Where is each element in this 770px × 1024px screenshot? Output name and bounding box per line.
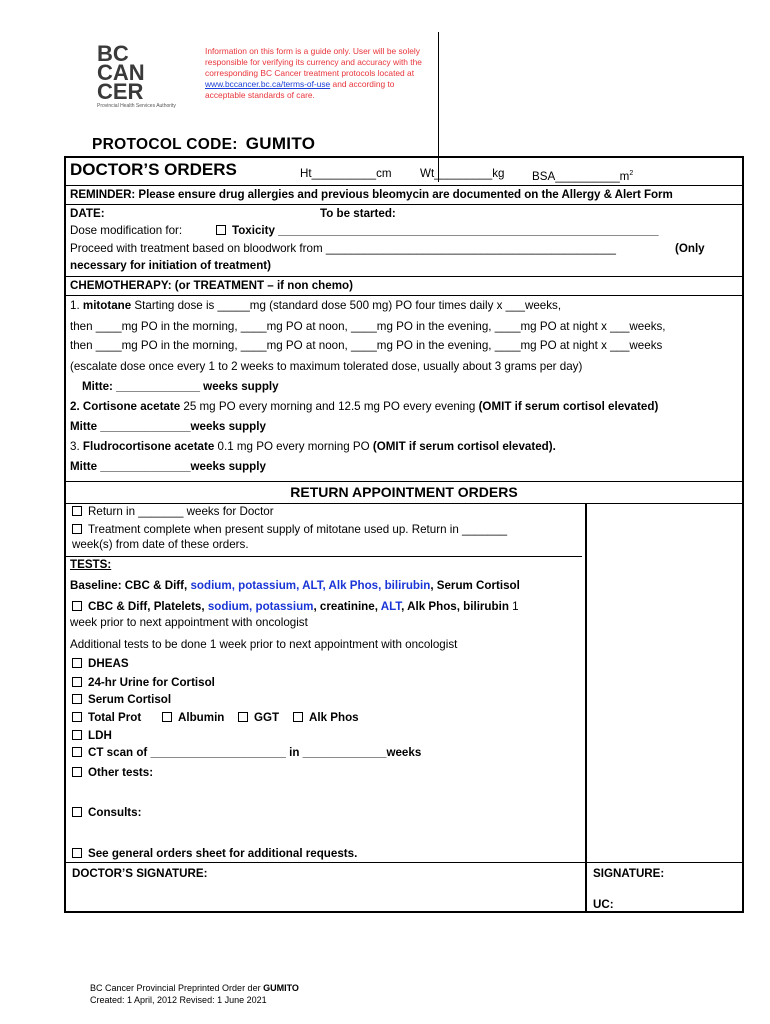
serum-cortisol-option[interactable] [72,693,171,707]
cbc-text-c: , creatinine, [313,600,381,613]
baseline-text-a: Baseline: CBC & Diff, [70,579,191,592]
consults-checkbox[interactable] [72,807,82,817]
cbc-text-a: CBC & Diff, Platelets, [88,600,208,613]
treatment-complete-line-2: week(s) from date of these orders. [72,538,249,551]
return-appointment-header: RETURN APPOINTMENT ORDERS [290,484,518,500]
mitotane-mitte[interactable]: Mitte: _____________ weeks supply [82,380,279,393]
divider [66,295,742,296]
fludrocortisone-mitte[interactable]: Mitte ______________weeks supply [70,460,266,473]
cortisone-line [70,400,658,414]
right-column-divider [585,503,587,866]
cbc-text-b: sodium, potassium [207,600,314,613]
general-orders-checkbox[interactable] [72,848,82,858]
additional-tests-text: Additional tests to be done 1 week prior to next appointment with oncologist [70,638,458,651]
cortisone-mitte[interactable]: Mitte ______________weeks supply [70,420,266,433]
divider [66,481,742,482]
total-prot-checkbox[interactable] [72,712,82,722]
serum-cortisol-label: Serum Cortisol [88,693,172,706]
fludrocortisone-omit-note: (OMIT if serum cortisol elevated). [372,440,556,453]
bsa-unit-sup: 2 [629,170,634,177]
mitotane-line-1 [70,299,561,313]
toxicity-option[interactable] [216,224,659,238]
ldh-option[interactable] [72,729,112,743]
treatment-complete-checkbox[interactable] [72,524,82,534]
cbc-text-f: 1 [508,600,519,613]
drug-name-mitotane: mitotane [82,299,132,312]
treatment-complete-option[interactable] [72,523,507,537]
other-tests-label: Other tests: [88,766,154,779]
cortisone-omit-note: (OMIT if serum cortisol elevated) [478,400,659,413]
logo-line-2: CAN [97,60,145,85]
bsa-field[interactable] [532,167,633,184]
consults-option[interactable] [72,806,141,820]
divider [66,276,742,277]
protocol-code-label: PROTOCOL CODE: [92,136,238,153]
alk-phos-option[interactable] [293,711,359,725]
doctors-orders-form [64,156,744,913]
divider [66,556,582,557]
uc-label[interactable]: UC: [593,898,614,911]
protocol-code [92,134,315,154]
return-doctor-label: Return in _______ weeks for Doctor [88,505,274,518]
urine-cortisol-option[interactable] [72,676,215,690]
ggt-checkbox[interactable] [238,712,248,722]
logo-tagline: Provincial Health Services Authority [97,103,176,109]
doctors-signature-label[interactable]: DOCTOR’S SIGNATURE: [72,867,208,880]
bsa-label: BSA__________m [532,169,630,183]
tests-label: TESTS: [70,558,112,571]
baseline-tests [70,579,520,593]
reminder-text: REMINDER: Please ensure drug allergies and previous bleomycin are documented on the Allergy & Alert Form [70,188,673,201]
other-tests-option[interactable] [72,766,153,780]
cbc-line-2: week prior to next appointment with oncologist [70,616,308,629]
disclaimer-text-post: and according to acceptable standards of care. [205,79,395,100]
chemotherapy-header: CHEMOTHERAPY: (or TREATMENT – if non chemo) [70,279,353,292]
alk-phos-checkbox[interactable] [293,712,303,722]
weight-field[interactable]: Wt_________kg [420,167,505,180]
proceed-text[interactable]: Proceed with treatment based on bloodwork from _____________________________________________ [70,242,616,255]
albumin-checkbox[interactable] [162,712,172,722]
baseline-text-b: sodium, potassium, ALT, Alk Phos, bilirubin [190,579,431,592]
footer-protocol-code: GUMITO [263,983,299,993]
divider [66,185,742,186]
necessary-text: necessary for initiation of treatment) [70,259,271,272]
ct-scan-label: CT scan of _____________________ in _____________weeks [88,746,422,759]
albumin-label: Albumin [178,711,225,724]
mitotane-dose-text: Starting dose is _____mg (standard dose 500 mg) PO four times daily x ___weeks, [131,299,562,312]
total-prot-label: Total Prot [88,711,142,724]
serum-cortisol-checkbox[interactable] [72,694,82,704]
date-label[interactable]: DATE: [70,207,105,220]
ldh-label: LDH [88,729,112,742]
logo-line-3: CER [97,79,144,104]
total-prot-option[interactable] [72,711,141,725]
urine-cortisol-label: 24-hr Urine for Cortisol [88,676,215,689]
ggt-option[interactable] [238,711,279,725]
only-text: (Only [675,242,705,255]
footer-line-2: Created: 1 April, 2012 Revised: 1 June 2021 [90,995,267,1005]
drug-name-cortisone: 2. Cortisone acetate [70,400,181,413]
disclaimer-text-pre: Information on this form is a guide only. User will be solely responsible for verifying its currency and accuracy with the corresponding BC Cancer treatment protocols located at [205,46,422,78]
ct-scan-option[interactable] [72,746,421,760]
doctors-orders-title: DOCTOR’S ORDERS [70,160,237,179]
alk-phos-label: Alk Phos [309,711,359,724]
signature-label[interactable]: SIGNATURE: [593,867,665,880]
cbc-text-d: ALT [380,600,402,613]
dheas-label: DHEAS [88,657,129,670]
logo-line-1: BC [97,41,129,66]
footer-text: BC Cancer Provincial Preprinted Order der [90,983,264,993]
cbc-checkbox[interactable] [72,601,82,611]
general-orders-label: See general orders sheet for additional requests. [88,847,358,860]
toxicity-checkbox[interactable] [216,225,226,235]
signature-column-divider [585,862,587,911]
dheas-checkbox[interactable] [72,658,82,668]
fludrocortisone-line [70,440,556,454]
drug-name-fludrocortisone: Fludrocortisone acetate [82,440,215,453]
disclaimer-note [205,46,437,101]
item-number: 3. [70,440,83,453]
dose-modification-label: Dose modification for: [70,224,183,237]
albumin-option[interactable] [162,711,224,725]
terms-link[interactable]: www.bccancer.bc.ca/terms-of-use [205,79,331,89]
urine-cortisol-checkbox[interactable] [72,677,82,687]
footer-line-1 [90,982,299,994]
consults-label: Consults: [88,806,142,819]
mitotane-line-3[interactable]: then ____mg PO in the morning, ____mg PO at noon, ____mg PO in the evening, ____mg PO at night x ___weeks [70,339,663,352]
cbc-text-e: , Alk Phos, bilirubin [401,600,509,613]
cortisone-dose-text: 25 mg PO every morning and 12.5 mg PO every evening [180,400,479,413]
cbc-option[interactable] [72,600,519,614]
toxicity-label: Toxicity ___________________________________________________________ [232,224,659,237]
baseline-text-c: , Serum Cortisol [430,579,520,592]
divider [66,503,742,504]
treatment-complete-label: Treatment complete when present supply of mitotane used up. Return in _______ [88,523,508,536]
protocol-code-value: GUMITO [245,134,316,153]
mitotane-line-2[interactable]: then ____mg PO in the morning, ____mg PO at noon, ____mg PO in the evening, ____mg PO at night x ___weeks, [70,320,666,333]
return-doctor-option[interactable] [72,505,274,519]
ct-scan-checkbox[interactable] [72,747,82,757]
ldh-checkbox[interactable] [72,730,82,740]
footer [90,982,299,1006]
fludrocortisone-dose-text: 0.1 mg PO every morning PO [214,440,373,453]
dheas-option[interactable] [72,657,129,671]
other-tests-checkbox[interactable] [72,767,82,777]
ggt-label: GGT [254,711,280,724]
escalate-note: (escalate dose once every 1 to 2 weeks to maximum tolerated dose, usually about 3 grams per day) [70,360,583,373]
general-orders-option[interactable] [72,847,357,861]
height-field[interactable]: Ht__________cm [300,167,392,180]
to-be-started-label[interactable]: To be started: [320,207,396,220]
divider [66,862,742,863]
return-doctor-checkbox[interactable] [72,506,82,516]
item-number: 1. [70,299,83,312]
bc-cancer-logo [97,41,197,109]
divider [66,204,742,205]
